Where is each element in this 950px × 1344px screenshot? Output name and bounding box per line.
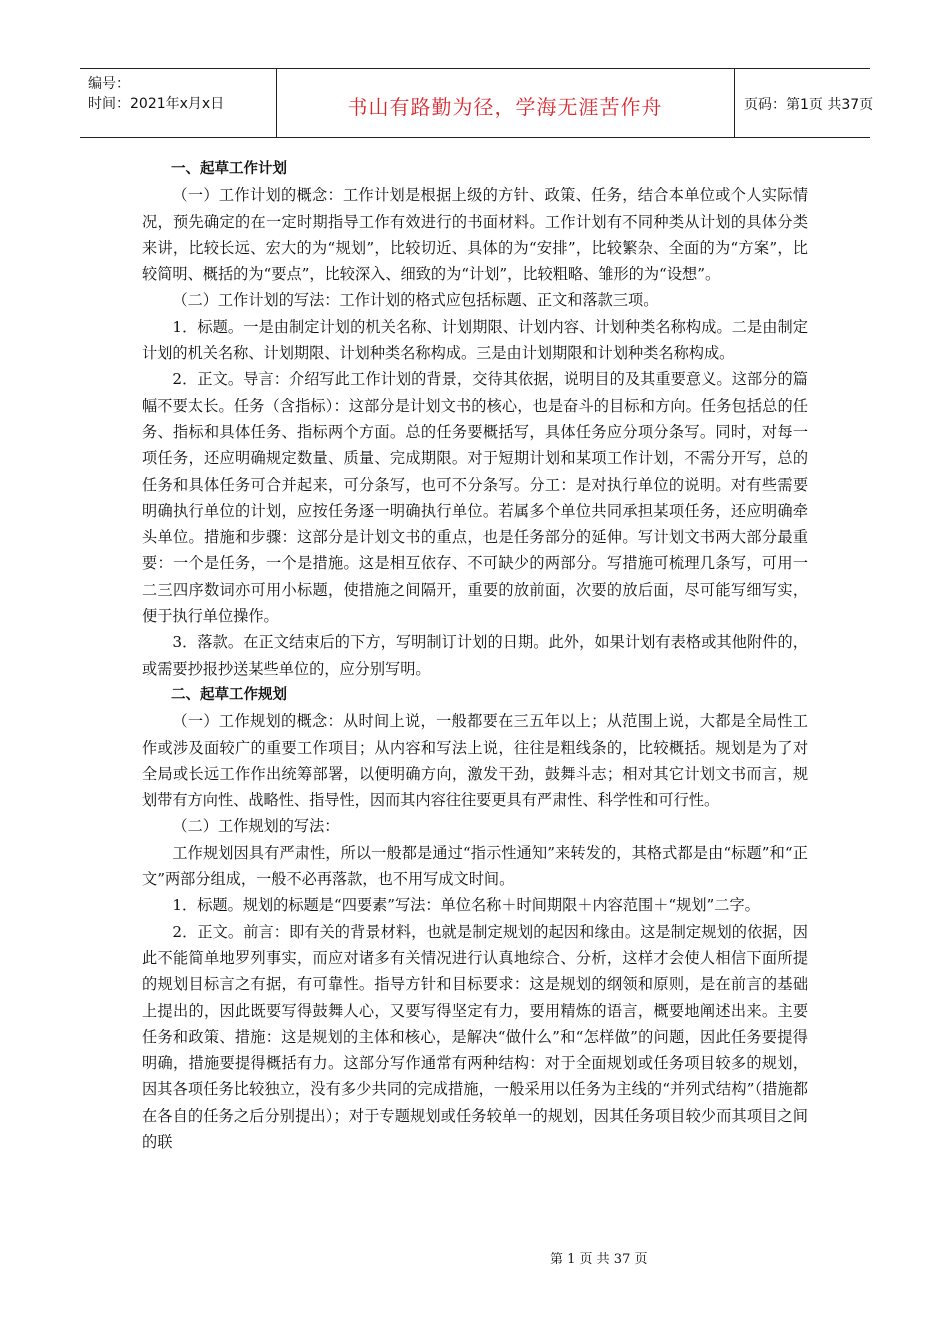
document-number-label: 编号： [88,76,130,92]
page-header [80,68,874,138]
paragraph: （一）工作规划的概念：从时间上说，一般都要在三五年以上；从范围上说，大都是全局性工作或涉及面较广的重要工作项目；从内容和写法上说，往往是粗线条的，比较概括。规划是为了对全局或长远工作作出统筹部署，以便明确方向，激发干劲，鼓舞斗志；相对其它计划文书而言，规划带有方向性、战略性、指导性，因而其内容往往要更具有严肃性、科学性和可行性。 [142,712,808,810]
section-heading: 一、起草工作计划 [171,161,287,177]
section-heading: 二、起草工作规划 [171,686,287,703]
header-motto: 书山有路勤为径，学海无涯苦作舟 [347,95,663,119]
paragraph: （一）工作计划的概念：工作计划是根据上级的方针、政策、任务，结合本单位或个人实际情况，预先确定的在一定时期指导工作有效进行的书面材料。工作计划有不同种类从计划的具体分类来讲，比较长远、宏大的为“规划”，比较切近、具体的为“安排”，比较繁杂、全面的为“方案”，比较简明、概括的为“要点”，比较深入、细致的为“计划”，比较粗略、雏形的为“设想”。 [142,186,808,284]
header-page-info: 页码：第1页 共37页 [744,97,874,113]
paragraph: （二）工作计划的写法：工作计划的格式应包括标题、正文和落款三项。 [172,291,659,310]
paragraph: 2．正文。前言：即有关的背景材料，也就是制定规划的起因和缘由。这是制定规划的依据，因此不能简单地罗列事实，而应对诸多有关情况进行认真地综合、分析，这样才会使人相信下面所提的规划目标言之有据，有可靠性。指导方针和目标要求：这是规划的纲领和原则，是在前言的基础上提出的，因此既要写得鼓舞人心，又要写得坚定有力，要用精炼的语言，概要地阐述出来。主要任务和政策、措施：这是规划的主体和核心，是解决“做什么”和“怎样做”的问题，因此任务要提得明确，措施要提得概括有力。这部分写作通常有两种结构：对于全面规划或任务项目较多的规划，因其各项任务比较独立，没有多少共同的完成措施，一般采用以任务为主线的“并列式结构”（措施都在各自的任务之后分别提出）；对于专题规划或任务较单一的规划，因其任务项目较少而其项目之间的联 [142,922,808,1151]
paragraph: 2．正文。导言：介绍写此工作计划的背景，交待其依据，说明目的及其重要意义。这部分的篇幅不要太长。任务（含指标）：这部分是计划文书的核心，也是奋斗的目标和方向。任务包括总的任务、指标和具体任务、指标两个方面。总的任务要概括写，具体任务应分项分条写。同时，对每一项任务，还应明确规定数量、质量、完成期限。对于短期计划和某项工作计划，不需分开写，总的任务和具体任务可合并起来，可分条写，也可不分条写。分工：是对执行单位的说明。对有些需要明确执行单位的计划，应按任务逐一明确执行单位。若属多个单位共同承担某项任务，还应明确牵头单位。措施和步骤：这部分是计划文书的重点，也是任务部分的延伸。写计划文书两大部分最重要：一个是任务，一个是措施。这是相互依存、不可缺少的两部分。写措施可梳理几条写，可用一二三四序数词亦可用小标题，使措施之间隔开，重要的放前面，次要的放后面，尽可能写细写实，便于执行单位操作。 [142,370,808,626]
paragraph: 1．标题。一是由制定计划的机关名称、计划期限、计划内容、计划种类名称构成。二是由制定计划的机关名称、计划期限、计划种类名称构成。三是由计划期限和计划种类名称构成。 [142,317,808,363]
page-footer: 第 1 页 共 37 页 [550,1252,648,1267]
document-date-label: 时间：2021年x月x日 [88,96,225,112]
header-motto-cell [276,69,735,137]
document-body [142,156,808,1155]
paragraph: （二）工作规划的写法： [172,817,340,836]
paragraph: 工作规划因具有严肃性，所以一般都是通过“指示性通知”来转发的，其格式都是由“标题”和“正文”两部分组成，一般不必再落款，也不用写成文时间。 [142,843,808,889]
header-page-cell [734,69,874,137]
header-meta-cell [80,69,277,137]
paragraph: 1．标题。规划的标题是“四要素”写法：单位名称＋时间期限＋内容范围＋“规划”二字。 [172,896,760,915]
paragraph: 3．落款。在正文结束后的下方，写明制订计划的日期。此外，如果计划有表格或其他附件的，或需要抄报抄送某些单位的，应分别写明。 [142,633,808,678]
